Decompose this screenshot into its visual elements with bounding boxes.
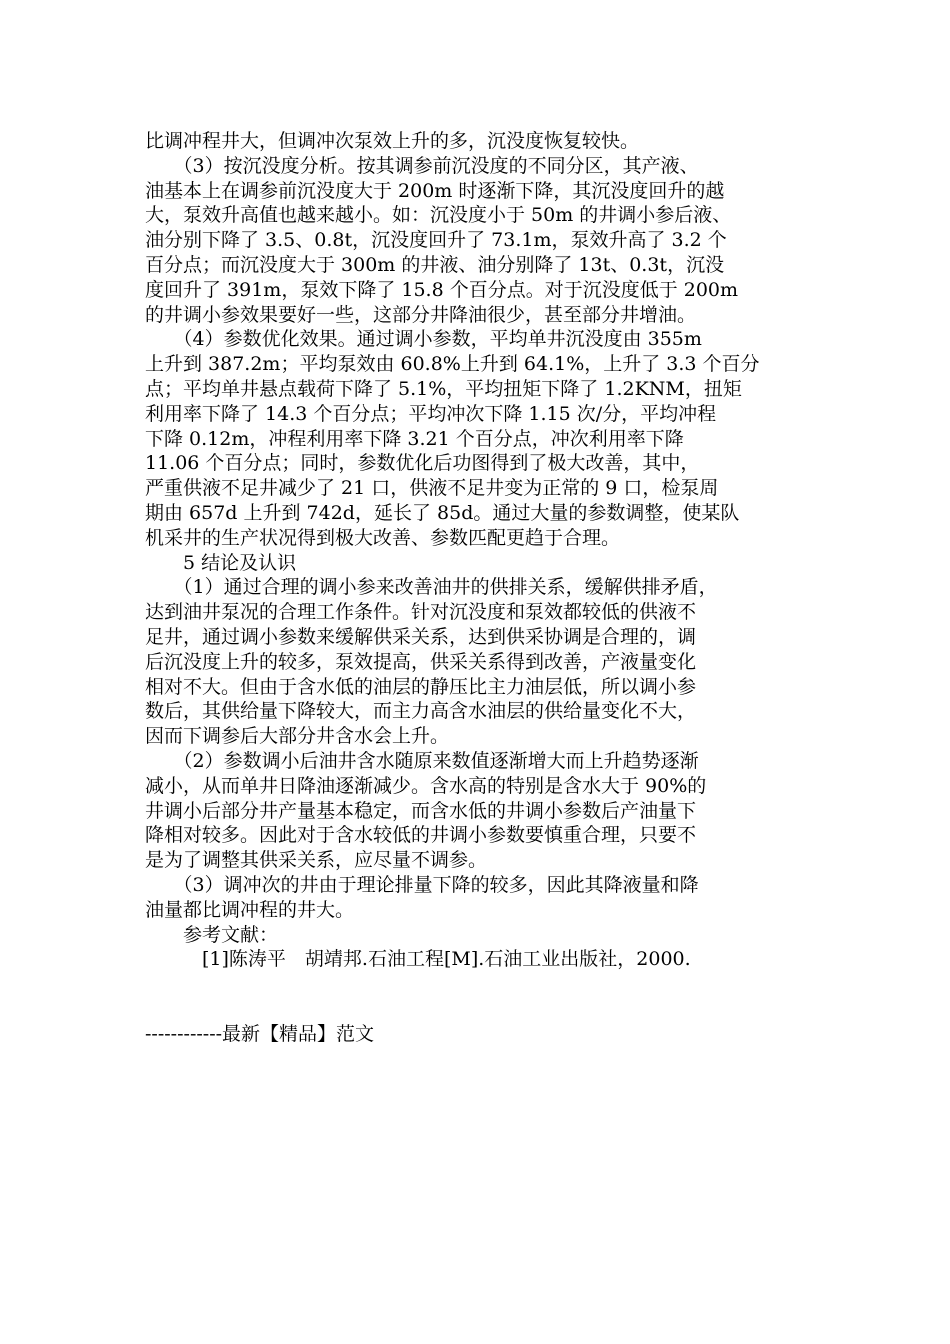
text-line: 达到油井泵况的合理工作条件。针对沉没度和泵效都较低的供液不 xyxy=(145,601,697,624)
text-line: 百分点；而沉没度大于 300m 的井液、油分别降了 13t、0.3t，沉没 xyxy=(145,253,725,276)
text-line: 相对不大。但由于含水低的油层的静压比主力油层低，所以调小参 xyxy=(145,675,697,698)
text-line: （1）通过合理的调小参来改善油井的供排关系，缓解供排矛盾， xyxy=(145,576,718,599)
text-line: 机采井的生产状况得到极大改善、参数匹配更趋于合理。 xyxy=(145,526,621,549)
text-line: 后沉没度上升的较多，泵效提高，供采关系得到改善，产液量变化 xyxy=(145,650,697,673)
section-heading: 5 结论及认识 xyxy=(145,551,297,574)
text-line: 减小，从而单井日降油逐渐减少。含水高的特别是含水大于 90%的 xyxy=(145,774,707,797)
text-line: 大，泵效升高值也越来越小。如：沉没度小于 50m 的井调小参后液、 xyxy=(145,204,732,227)
document-body xyxy=(145,129,825,972)
text-line: 油量都比调冲程的井大。 xyxy=(145,898,355,921)
text-line: 11.06 个百分点；同时，参数优化后功图得到了极大改善，其中， xyxy=(145,452,700,475)
reference-item: [1]陈涛平 胡靖邦.石油工程[M].石油工业出版社，2000. xyxy=(145,948,691,971)
text-line: （2）参数调小后油井含水随原来数值逐渐增大而上升趋势逐渐 xyxy=(145,749,699,772)
text-line: 的井调小参效果要好一些，这部分井降油很少，甚至部分井增油。 xyxy=(145,303,697,326)
text-line: 下降 0.12m，冲程利用率下降 3.21 个百分点，冲次利用率下降 xyxy=(145,427,684,450)
text-line: 足井，通过调小参数来缓解供采关系，达到供采协调是合理的，调 xyxy=(145,625,697,648)
text-line: 上升到 387.2m；平均泵效由 60.8%上升到 64.1%，上升了 3.3 个百分 xyxy=(145,353,760,376)
text-line: 严重供液不足井减少了 21 口，供液不足井变为正常的 9 口，检泵周 xyxy=(145,477,719,500)
text-line: 期由 657d 上升到 742d，延长了 85d。通过大量的参数调整，使某队 xyxy=(145,501,740,524)
text-line: 降相对较多。因此对于含水较低的井调小参数要慎重合理，只要不 xyxy=(145,824,697,847)
text-line: 数后，其供给量下降较大，而主力高含水油层的供给量变化不大， xyxy=(145,700,697,723)
references-heading: 参考文献： xyxy=(145,923,279,946)
text-line: 因而下调参后大部分井含水会上升。 xyxy=(145,725,450,748)
text-line: 比调冲程井大，但调冲次泵效上升的多，沉没度恢复较快。 xyxy=(145,130,640,152)
text-line: 油基本上在调参前沉没度大于 200m 时逐渐下降，其沉没度回升的越 xyxy=(145,179,725,202)
text-line: （3）调冲次的井由于理论排量下降的较多，因此其降液量和降 xyxy=(145,873,699,896)
text-line: （4）参数优化效果。通过调小参数，平均单井沉没度由 355m xyxy=(145,328,702,351)
text-line: 井调小后部分井产量基本稳定，而含水低的井调小参数后产油量下 xyxy=(145,799,697,822)
text-line: 油分别下降了 3.5、0.8t，沉没度回升了 73.1m，泵效升高了 3.2 个 xyxy=(145,229,727,252)
text-line: 是为了调整其供采关系，应尽量不调参。 xyxy=(145,849,488,872)
text-line: 利用率下降了 14.3 个百分点；平均冲次下降 1.15 次/分，平均冲程 xyxy=(145,402,717,425)
text-line: （3）按沉没度分析。按其调参前沉没度的不同分区，其产液、 xyxy=(145,154,699,177)
text-line: 度回升了 391m，泵效下降了 15.8 个百分点。对于沉没度低于 200m xyxy=(145,278,739,301)
text-line: 点；平均单井悬点载荷下降了 5.1%，平均扭矩下降了 1.2KNM，扭矩 xyxy=(145,377,742,400)
page-footer: ------------最新【精品】范文 xyxy=(145,1023,375,1045)
